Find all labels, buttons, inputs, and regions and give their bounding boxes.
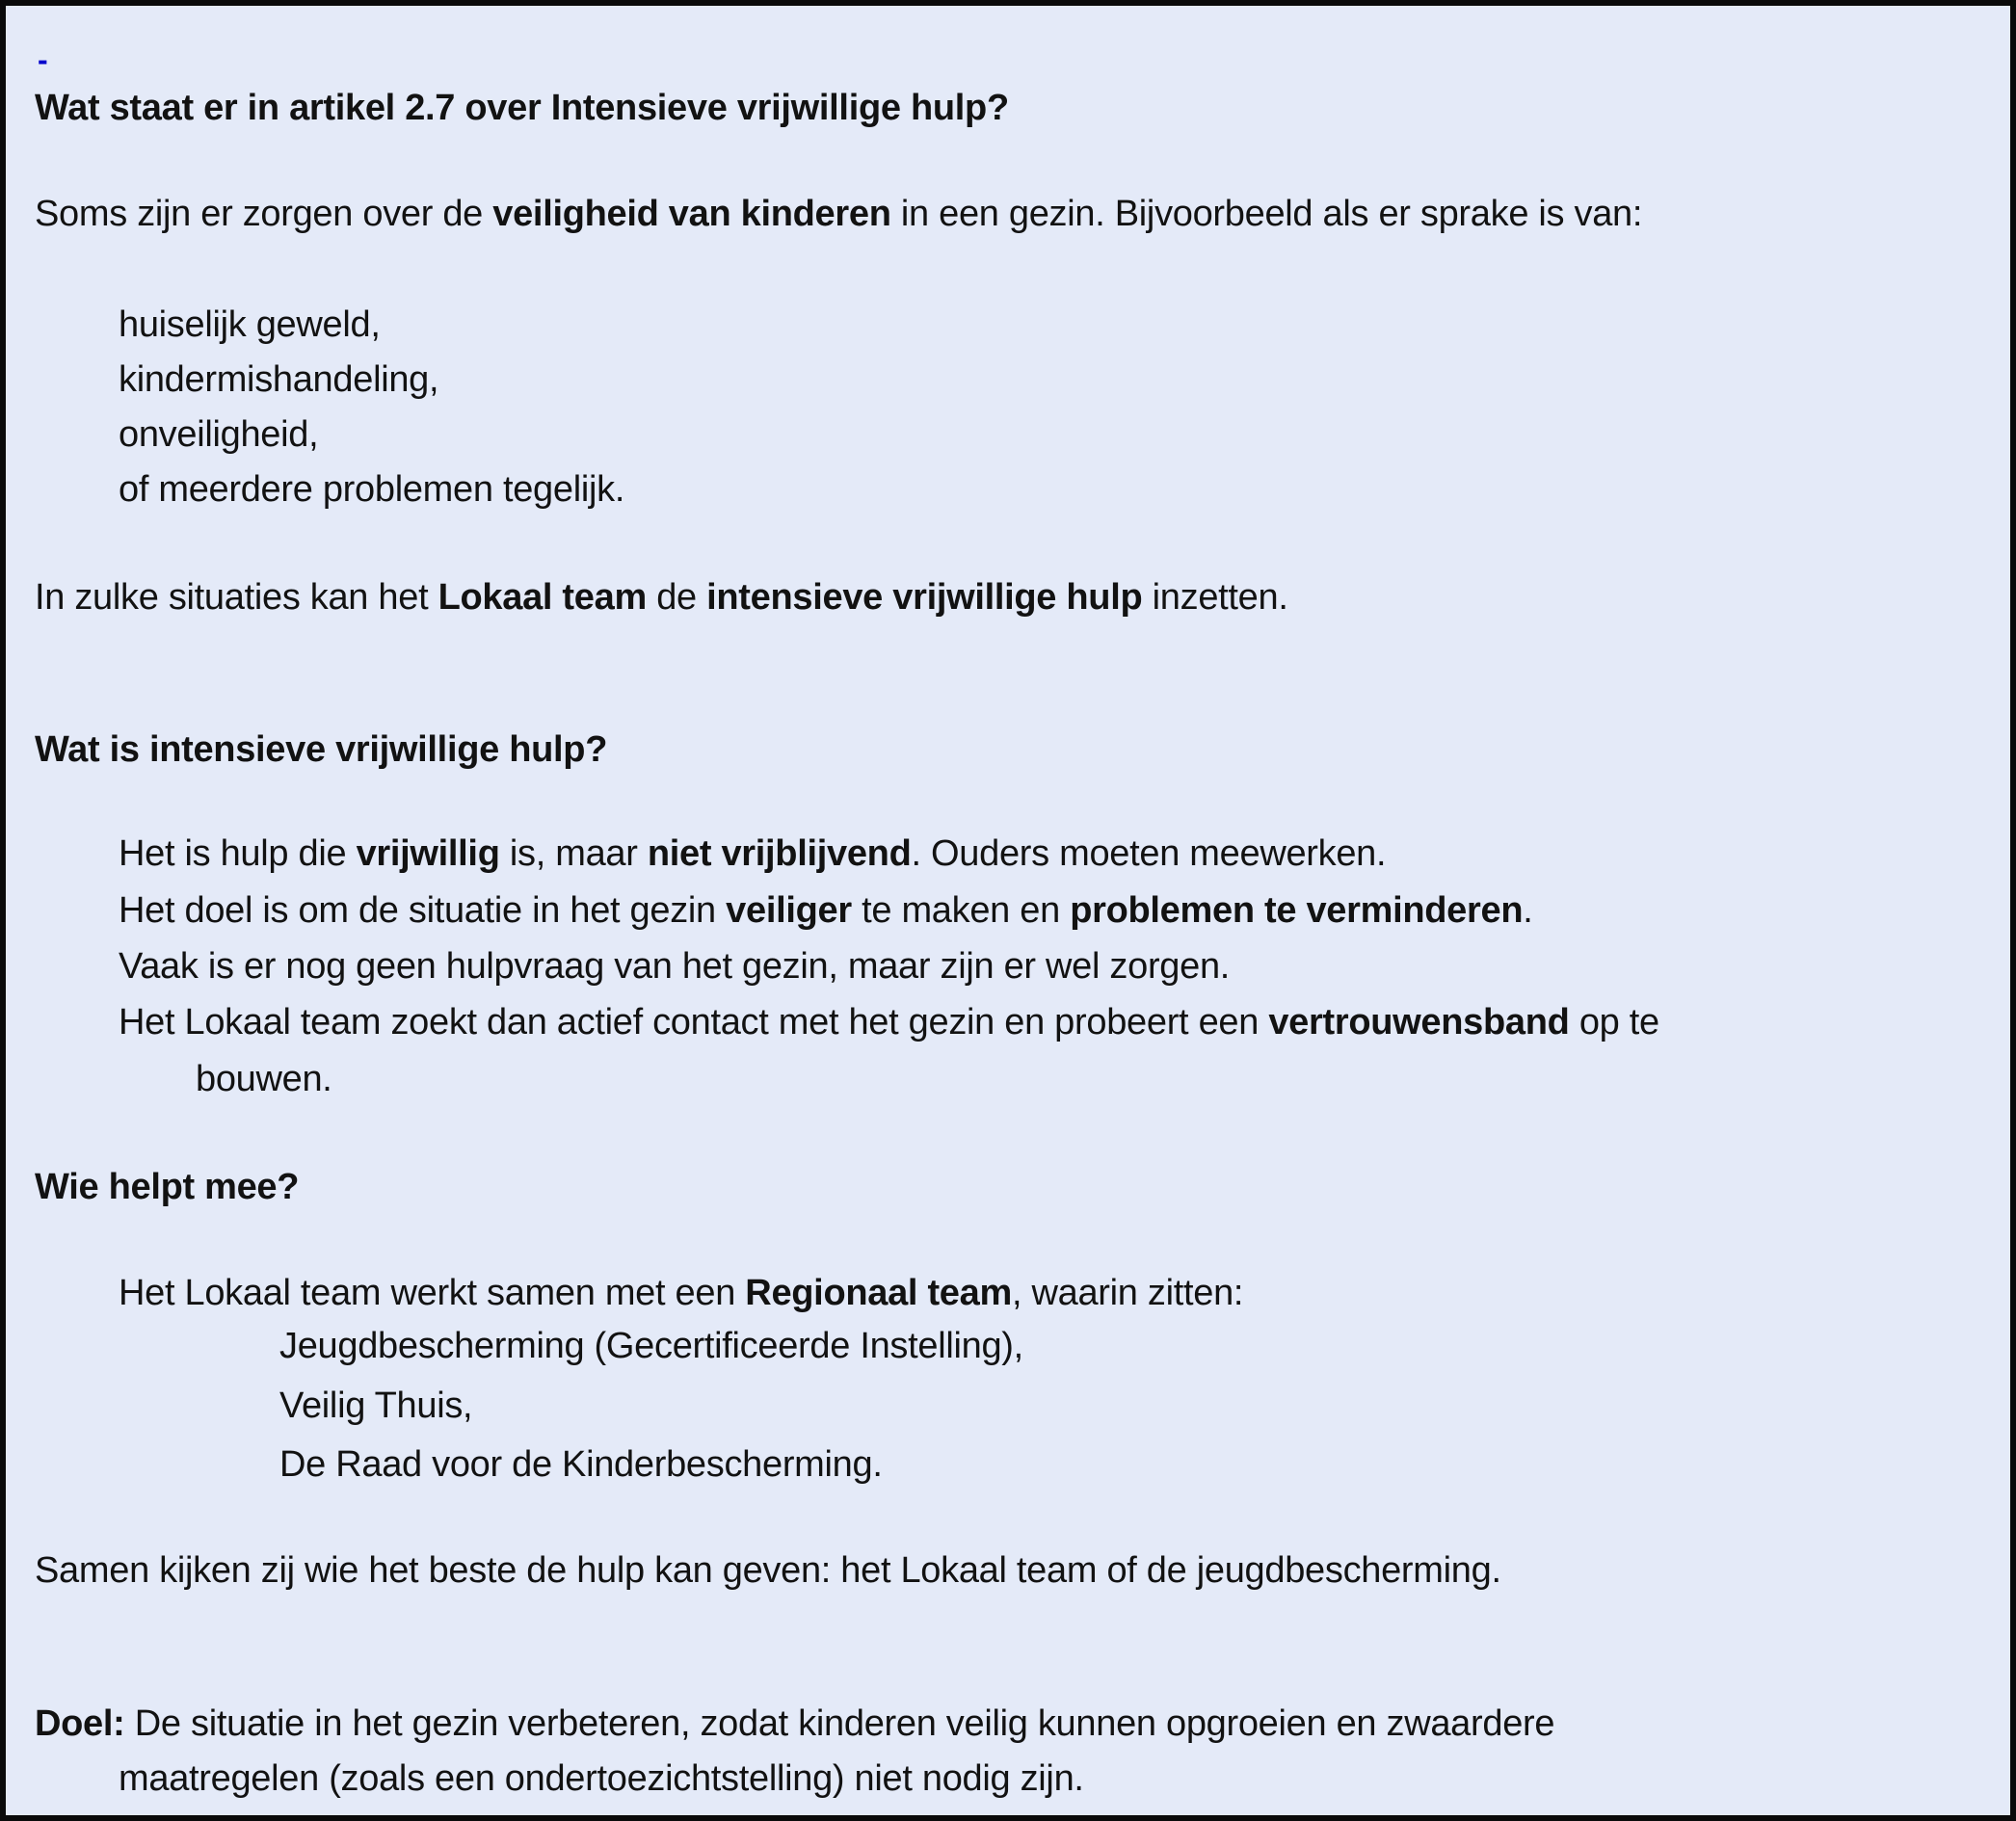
- text-segment: maatregelen (zoals een ondertoezichtstelling) niet nodig zijn.: [119, 1758, 1084, 1799]
- text-segment: . Ouders moeten meewerken.: [911, 833, 1387, 874]
- text-segment: bouwen.: [196, 1059, 332, 1099]
- text-segment: is, maar: [499, 833, 648, 874]
- text-segment: , waarin zitten:: [1011, 1273, 1244, 1313]
- who-intro-line: [119, 1266, 1243, 1320]
- bold-text-segment: Lokaal team: [438, 577, 647, 618]
- who-list-item: De Raad voor de Kinderbescherming.: [279, 1444, 883, 1485]
- what-line: [119, 939, 1230, 993]
- what-line-continuation: [196, 1052, 332, 1106]
- stray-blue-dash: -: [38, 42, 48, 77]
- bold-text-segment: veiligheid van kinderen: [492, 194, 891, 234]
- text-segment: Het is hulp die: [119, 833, 357, 874]
- samen-paragraph: Samen kijken zij wie het beste de hulp kan geven: het Lokaal team of de jeugdbescherming.: [35, 1550, 1501, 1591]
- what-line: [119, 827, 1386, 881]
- what-line: [119, 995, 1659, 1049]
- text-segment: In zulke situaties kan het: [35, 577, 438, 618]
- heading-wat-is: Wat is intensieve vrijwillige hulp?: [35, 729, 608, 770]
- inzet-paragraph: [35, 570, 1288, 624]
- text-segment: .: [1523, 890, 1533, 931]
- who-list-item: Jeugdbescherming (Gecertificeerde Instelling),: [279, 1326, 1023, 1366]
- risk-list-item: kindermishandeling,: [119, 359, 439, 400]
- heading-wie-helpt: Wie helpt mee?: [35, 1167, 300, 1207]
- risk-list-item: huiselijk geweld,: [119, 304, 381, 345]
- intro-paragraph: [35, 187, 1642, 241]
- risk-list-item: of meerdere problemen tegelijk.: [119, 469, 625, 510]
- text-segment: de: [646, 577, 707, 618]
- bold-text-segment: vrijwillig: [356, 833, 500, 874]
- text-segment: Soms zijn er zorgen over de: [35, 194, 493, 234]
- text-segment: Het doel is om de situatie in het gezin: [119, 890, 727, 931]
- document-title: Wat staat er in artikel 2.7 over Intensieve vrijwillige hulp?: [35, 88, 1009, 128]
- bold-text-segment: intensieve vrijwillige hulp: [706, 577, 1143, 618]
- risk-list-item: onveiligheid,: [119, 414, 319, 455]
- text-segment: Vaak is er nog geen hulpvraag van het gezin, maar zijn er wel zorgen.: [119, 946, 1231, 987]
- text-segment: te maken en: [851, 890, 1071, 931]
- who-list-item: Veilig Thuis,: [279, 1386, 473, 1426]
- text-segment: De situatie in het gezin verbeteren, zodat kinderen veilig kunnen opgroeien en zwaardere: [124, 1703, 1555, 1744]
- bold-text-segment: niet vrijblijvend: [647, 833, 912, 874]
- bold-text-segment: problemen te verminderen: [1070, 890, 1524, 931]
- doel-line: [35, 1697, 1554, 1751]
- bold-text-segment: veiliger: [726, 890, 852, 931]
- text-segment: inzetten.: [1142, 577, 1288, 618]
- bold-text-segment: Regionaal team: [745, 1273, 1012, 1313]
- bold-text-segment: Doel:: [35, 1703, 125, 1744]
- text-segment: op te: [1569, 1002, 1659, 1042]
- text-segment: Het Lokaal team zoekt dan actief contact met het gezin en probeert een: [119, 1002, 1269, 1042]
- doel-line-continuation: [119, 1752, 1084, 1806]
- text-segment: Het Lokaal team werkt samen met een: [119, 1273, 746, 1313]
- text-segment: in een gezin. Bijvoorbeeld als er sprake is van:: [890, 194, 1643, 234]
- what-line: [119, 884, 1533, 937]
- bold-text-segment: vertrouwensband: [1268, 1002, 1570, 1042]
